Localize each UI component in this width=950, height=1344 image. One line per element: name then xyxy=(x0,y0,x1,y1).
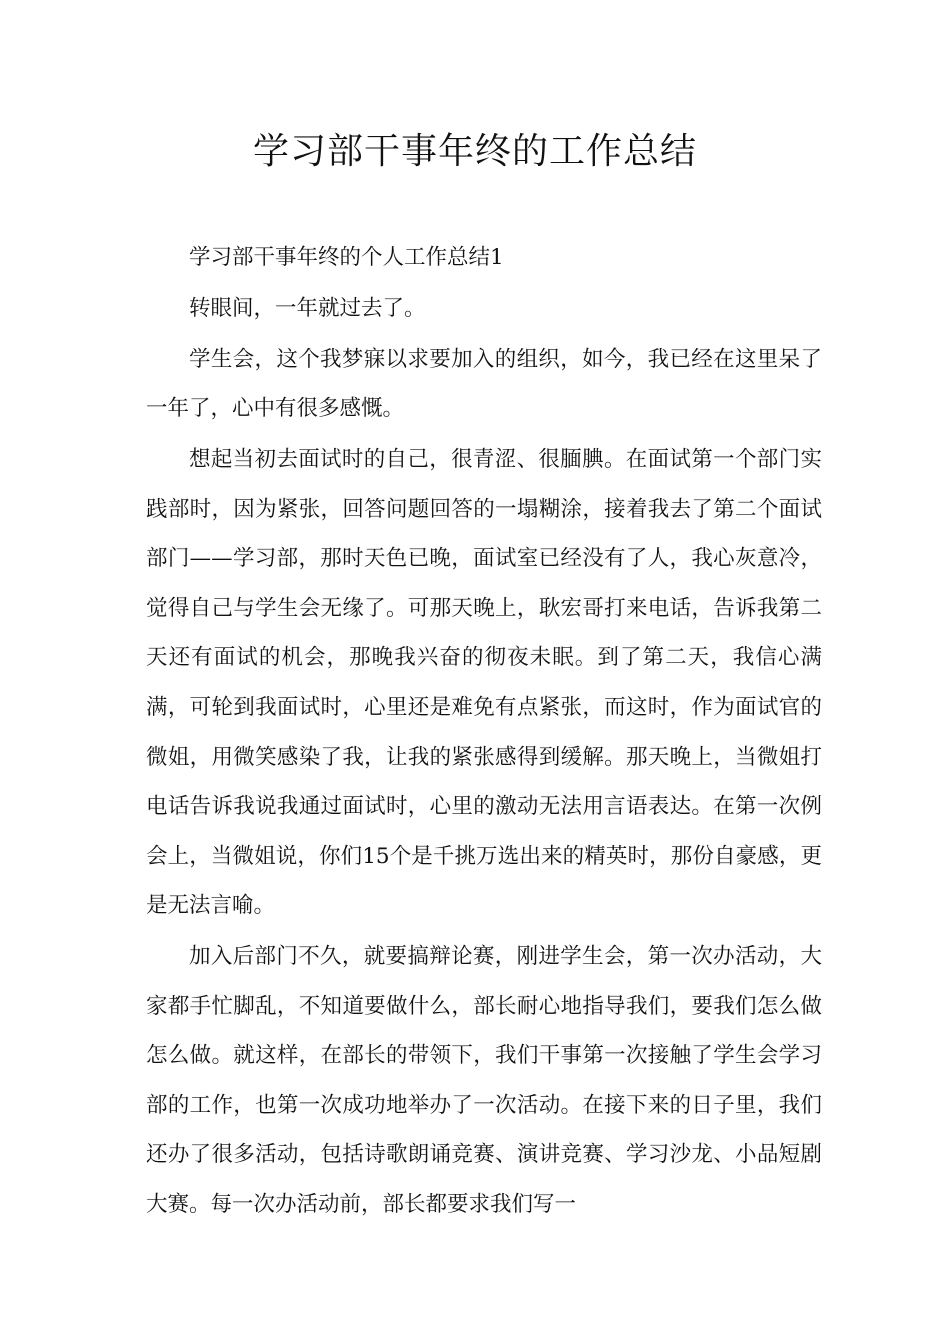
paragraph-opening: 转眼间，一年就过去了。 xyxy=(189,295,426,321)
paragraph-interview: 想起当初去面试时的自己，很青涩、很腼腆。在面试第一个部门实践部时，因为紧张，回答问题回答的一塌糊涂，接着我去了第二个面试部门——学习部，那时天色已晚，面试室已经没有了人，我心灰意冷，觉得自己与学生会无缘了。可那天晚上，耿宏哥打来电话，告诉我第二天还有面试的机会，那晚我兴奋的彻夜未眠。到了第二天，我信心满满，可轮到我面试时，心里还是难免有点紧张，而这时，作为面试官的微姐，用微笑感染了我，让我的紧张感得到缓解。那天晚上，当微姐打电话告诉我说我通过面试时，心里的激动无法用言语表达。在第一次例会上，当微姐说，你们15个是千挑万选出来的精英时，那份自豪感，更是无法言喻。 xyxy=(146,446,822,919)
document-title: 学习部干事年终的工作总结 xyxy=(252,131,697,172)
paragraph-student-union: 学生会，这个我梦寐以求要加入的组织，如今，我已经在这里呆了一年了，心中有很多感慨。 xyxy=(146,346,822,422)
paragraph-subtitle: 学习部干事年终的个人工作总结1 xyxy=(189,245,504,270)
paragraph-activities: 加入后部门不久，就要搞辩论赛，刚进学生会，第一次办活动，大家都手忙脚乱，不知道要做什么，部长耐心地指导我们，要我们怎么做怎么做。就这样，在部长的带领下，我们干事第一次接触了学生会学习部的工作，也第一次成功地举办了一次活动。在接下来的日子里，我们还办了很多活动，包括诗歌朗诵竞赛、演讲竞赛、学习沙龙、小品短剧大赛。每一次办活动前，部长都要求我们写一 xyxy=(146,944,822,1218)
document-body xyxy=(146,233,822,1231)
